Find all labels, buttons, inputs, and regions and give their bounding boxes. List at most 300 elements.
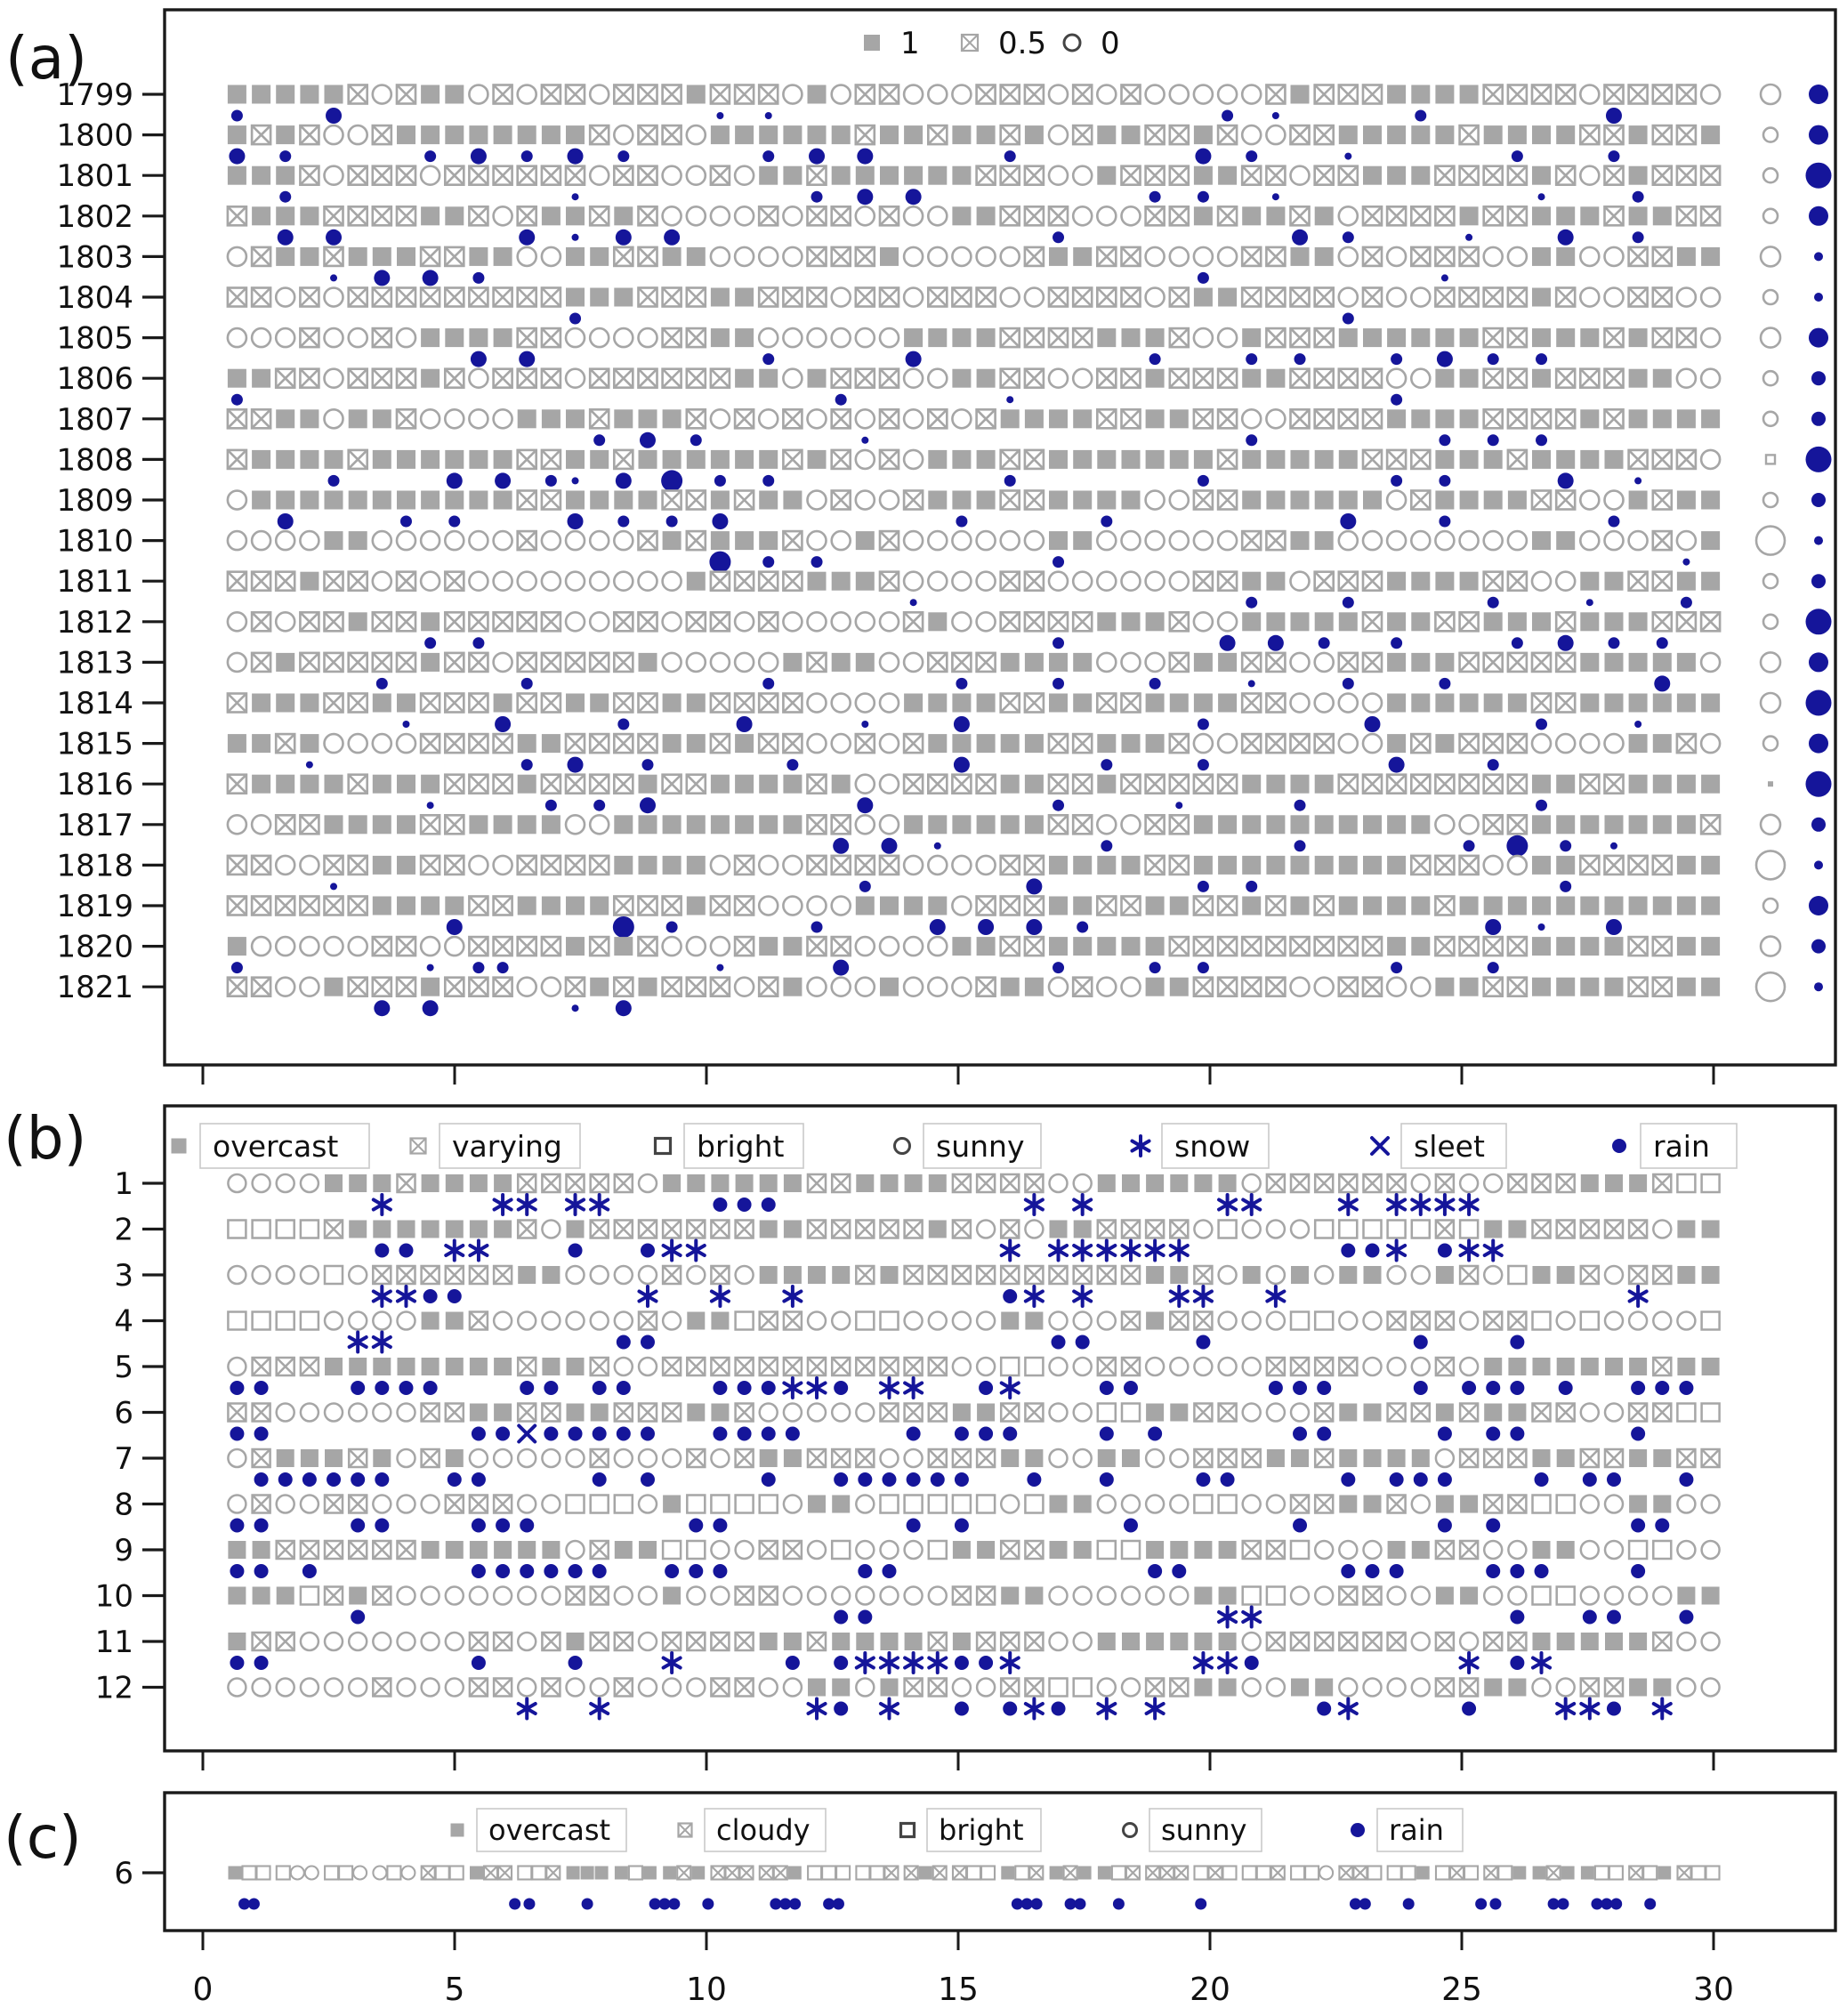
sky-symbol-sunny xyxy=(808,978,827,996)
sky-symbol-overcast xyxy=(1266,775,1285,794)
sky-symbol-sunny xyxy=(1074,1358,1092,1375)
sky-symbol-sunny xyxy=(614,531,633,550)
sky-symbol-sunny xyxy=(373,1312,391,1330)
rain-dot xyxy=(572,193,579,200)
rain-dot xyxy=(1391,353,1402,365)
sky-symbol-sunny xyxy=(1677,288,1696,307)
sky-symbol-overcast xyxy=(470,1358,488,1375)
sky-symbol-sunny xyxy=(1194,328,1213,347)
sky-symbol-sunny xyxy=(904,450,923,469)
rain-dot xyxy=(979,1381,993,1395)
sky-symbol-overcast xyxy=(325,978,343,996)
sky-symbol-overcast xyxy=(567,1221,585,1238)
sky-symbol-sunny xyxy=(1701,653,1720,672)
sky-symbol-overcast xyxy=(252,450,270,469)
sky-symbol-overcast xyxy=(252,734,270,753)
rain-dot xyxy=(447,472,463,488)
rain-dot xyxy=(978,919,994,935)
sky-symbol-overcast xyxy=(446,1449,464,1467)
sky-symbol-sunny xyxy=(421,937,440,956)
sky-symbol-overcast xyxy=(1701,775,1720,794)
legend-label: sunny xyxy=(936,1129,1025,1164)
sky-symbol-sunny xyxy=(397,531,415,550)
month-label: 3 xyxy=(114,1258,133,1294)
sky-symbol-sunny xyxy=(639,1679,657,1697)
rain-dot xyxy=(1220,635,1236,651)
sky-symbol-sunny xyxy=(349,1266,367,1284)
rain-dot xyxy=(1510,1427,1524,1441)
rain-dot xyxy=(1583,1610,1597,1625)
rain-dot xyxy=(509,1899,520,1910)
sky-symbol-overcast xyxy=(711,1312,729,1330)
sky-symbol-overcast xyxy=(1508,612,1527,631)
rain-dot xyxy=(956,678,967,689)
sky-symbol-sunny xyxy=(566,815,585,834)
sky-symbol-overcast xyxy=(832,572,851,591)
sky-symbol-sunny xyxy=(301,1633,319,1650)
sky-symbol-overcast xyxy=(1702,1221,1720,1238)
sky-symbol-sunny xyxy=(1411,288,1430,307)
rain-dot xyxy=(1559,1381,1573,1395)
sky-symbol-overcast xyxy=(1074,1541,1092,1559)
rain-dot xyxy=(811,922,823,933)
sky-symbol-sunny xyxy=(590,85,609,104)
sky-symbol-overcast xyxy=(276,450,294,469)
sky-symbol-sunny xyxy=(325,1312,343,1330)
sky-symbol-overcast xyxy=(1411,897,1430,915)
sky-symbol-overcast xyxy=(1484,450,1503,469)
sky-symbol-sunny xyxy=(711,1541,729,1559)
sky-symbol-sunny xyxy=(856,491,875,510)
sky-symbol-sunny xyxy=(301,1496,319,1513)
sky-symbol-bright xyxy=(1001,1358,1019,1375)
sky-symbol-sunny xyxy=(1388,1266,1406,1284)
rain-dot xyxy=(1295,800,1306,811)
rain-dot xyxy=(1077,922,1088,933)
sky-symbol-overcast xyxy=(687,450,706,469)
sky-symbol-sunny xyxy=(1411,978,1430,996)
summary-circle xyxy=(1756,972,1785,1001)
sky-symbol-sunny xyxy=(1122,653,1141,672)
sky-symbol-overcast xyxy=(494,815,512,834)
sky-symbol-sunny xyxy=(1460,531,1479,550)
summary-circle xyxy=(1763,412,1778,426)
sky-symbol-overcast xyxy=(276,653,294,672)
sky-symbol-sunny xyxy=(590,531,609,550)
sky-symbol-sunny xyxy=(1194,247,1213,266)
sky-symbol-overcast xyxy=(349,815,367,834)
rain-dot xyxy=(786,1427,800,1441)
rain-dot xyxy=(834,1610,848,1625)
sky-symbol-overcast xyxy=(1556,531,1575,550)
sky-symbol-overcast xyxy=(1122,125,1141,144)
rain-dot xyxy=(617,1427,631,1441)
rain-dot xyxy=(472,1656,486,1670)
sky-symbol-overcast xyxy=(421,897,440,915)
sky-symbol-overcast xyxy=(1508,1679,1526,1697)
sky-symbol-overcast xyxy=(421,450,440,469)
sky-symbol-overcast xyxy=(1412,1541,1430,1559)
sky-symbol-overcast xyxy=(1653,775,1672,794)
sky-symbol-sunny xyxy=(1170,85,1189,104)
sky-symbol-overcast xyxy=(1484,897,1503,915)
sky-symbol-bright xyxy=(1388,1867,1401,1880)
sky-symbol-overcast xyxy=(518,125,536,144)
sky-symbol-overcast xyxy=(325,1449,343,1467)
sky-symbol-sunny xyxy=(856,978,875,996)
rain-dot xyxy=(1003,1702,1017,1716)
sky-symbol-bright xyxy=(518,1867,531,1880)
sky-symbol-overcast xyxy=(1653,653,1672,672)
sky-symbol-sunny xyxy=(276,288,294,307)
rain-dot xyxy=(858,1610,872,1625)
sky-symbol-bright xyxy=(325,1867,338,1880)
sky-symbol-overcast xyxy=(300,409,319,428)
sky-symbol-overcast xyxy=(977,206,996,225)
sky-symbol-overcast xyxy=(1339,897,1358,915)
sky-symbol-sunny xyxy=(953,1679,971,1697)
sky-symbol-overcast xyxy=(1701,978,1720,996)
sky-symbol-overcast xyxy=(881,1633,899,1650)
rain-dot xyxy=(1196,1335,1210,1350)
year-label: 1801 xyxy=(56,158,133,195)
sky-symbol-overcast xyxy=(252,85,270,104)
sky-symbol-sunny xyxy=(783,328,802,347)
year-label: 1802 xyxy=(56,198,133,235)
sky-symbol-bright xyxy=(711,1496,729,1513)
rain-dot xyxy=(1462,1702,1476,1716)
sky-symbol-overcast xyxy=(784,1449,802,1467)
sky-symbol-overcast xyxy=(566,694,585,713)
sky-symbol-overcast xyxy=(928,450,947,469)
sky-symbol-overcast xyxy=(1074,1221,1092,1238)
sky-symbol-bright xyxy=(1702,1312,1720,1330)
sky-symbol-sunny xyxy=(1074,1633,1092,1650)
sky-symbol-overcast xyxy=(518,815,536,834)
rain-dot xyxy=(1414,1335,1428,1350)
sky-symbol-overcast xyxy=(1629,328,1648,347)
sky-symbol-sunny xyxy=(856,775,875,794)
sky-symbol-sunny xyxy=(1025,531,1044,550)
rain-dot xyxy=(351,1381,365,1395)
sky-symbol-sunny xyxy=(445,531,464,550)
legend-label: bright xyxy=(697,1129,785,1164)
sky-symbol-overcast xyxy=(759,775,778,794)
sky-symbol-sunny xyxy=(1701,328,1720,347)
sky-symbol-overcast xyxy=(1146,1312,1164,1330)
sky-symbol-overcast xyxy=(1339,491,1358,510)
sky-symbol-sunny xyxy=(928,978,947,996)
sky-symbol-sunny xyxy=(469,856,488,875)
sky-symbol-overcast xyxy=(1653,1496,1671,1513)
rain-dot xyxy=(1149,962,1161,973)
sky-symbol-sunny xyxy=(1243,1679,1261,1697)
rain-dot xyxy=(1053,231,1064,243)
sky-symbol-sunny xyxy=(663,1312,681,1330)
sky-symbol-overcast xyxy=(1629,653,1648,672)
rain-dot xyxy=(956,516,967,528)
rain-dot xyxy=(1175,802,1182,809)
rain-dot xyxy=(1317,1427,1331,1441)
sky-symbol-sunny xyxy=(977,1358,995,1375)
sky-symbol-overcast xyxy=(663,815,682,834)
sky-symbol-sunny xyxy=(1363,531,1382,550)
sky-symbol-sunny xyxy=(567,1312,585,1330)
sky-symbol-overcast xyxy=(1677,1587,1695,1605)
sky-symbol-overcast xyxy=(735,775,754,794)
sky-symbol-overcast xyxy=(1677,815,1696,834)
sky-symbol-sunny xyxy=(590,572,609,591)
sky-symbol-overcast xyxy=(687,815,706,834)
sky-symbol-overcast xyxy=(1653,897,1672,915)
sky-symbol-overcast xyxy=(494,247,512,266)
legend-label: rain xyxy=(1653,1129,1710,1164)
sky-symbol-overcast xyxy=(595,1867,609,1880)
sky-symbol-overcast xyxy=(736,1174,754,1192)
sky-symbol-sunny xyxy=(300,531,319,550)
rain-dot xyxy=(789,1899,801,1910)
sky-symbol-overcast xyxy=(1218,856,1237,875)
rain-dot xyxy=(1510,1564,1524,1578)
sky-symbol-overcast xyxy=(880,978,899,996)
year-label: 1812 xyxy=(56,604,133,641)
sky-symbol-overcast xyxy=(1411,937,1430,956)
sky-symbol-sunny xyxy=(1364,1312,1382,1330)
rain-dot xyxy=(702,1899,714,1910)
sky-symbol-bright xyxy=(881,1496,899,1513)
rain-dot xyxy=(423,1289,438,1303)
sky-symbol-sunny xyxy=(1460,815,1479,834)
sky-symbol-sunny xyxy=(977,247,996,266)
sky-symbol-sunny xyxy=(590,166,609,185)
rain-dot xyxy=(568,513,584,529)
sky-symbol-sunny xyxy=(1146,85,1165,104)
sky-symbol-overcast xyxy=(1653,815,1672,834)
sky-symbol-overcast xyxy=(783,815,802,834)
sky-symbol-sunny xyxy=(1339,206,1358,225)
rain-dot xyxy=(1510,1610,1524,1625)
sky-symbol-sunny xyxy=(300,856,319,875)
sky-symbol-overcast xyxy=(1653,409,1672,428)
sky-symbol-overcast xyxy=(1364,1404,1382,1422)
sky-symbol-sunny xyxy=(1412,1679,1430,1697)
sky-symbol-sunny xyxy=(1170,1496,1188,1513)
rain-dot xyxy=(1439,516,1450,528)
sky-symbol-overcast xyxy=(1025,1312,1043,1330)
sky-symbol-sunny xyxy=(663,612,682,631)
sky-symbol-bright xyxy=(967,1867,980,1880)
month-label: 9 xyxy=(114,1533,133,1568)
sky-symbol-overcast xyxy=(1291,775,1310,794)
sky-symbol-overcast xyxy=(1677,1221,1695,1238)
sky-symbol-overcast xyxy=(1242,328,1261,347)
sky-symbol-sunny xyxy=(904,206,923,225)
rain-dot xyxy=(427,964,434,972)
sky-symbol-overcast xyxy=(1025,125,1044,144)
sky-symbol-overcast xyxy=(832,1496,850,1513)
legend-overcast-icon xyxy=(864,35,880,51)
sky-symbol-bright xyxy=(687,1496,705,1513)
sky-symbol-sunny xyxy=(880,815,899,834)
sky-symbol-sunny xyxy=(397,734,415,753)
sky-symbol-overcast xyxy=(445,125,464,144)
sky-symbol-overcast xyxy=(1219,1587,1237,1605)
rain-dot xyxy=(278,513,294,529)
sky-symbol-overcast xyxy=(1532,288,1551,307)
sky-symbol-overcast xyxy=(1556,450,1575,469)
sky-symbol-overcast xyxy=(1653,206,1672,225)
rain-dot xyxy=(1003,1427,1017,1441)
sky-symbol-sunny xyxy=(566,572,585,591)
rain-dot xyxy=(1465,234,1472,241)
sky-symbol-overcast xyxy=(1073,247,1092,266)
sky-symbol-bright xyxy=(1223,1867,1237,1880)
sky-symbol-overcast xyxy=(614,491,633,510)
rain-dot xyxy=(1486,1519,1500,1533)
sky-symbol-overcast xyxy=(373,775,391,794)
sky-symbol-overcast xyxy=(687,734,706,753)
sky-symbol-overcast xyxy=(1266,612,1285,631)
sky-symbol-sunny xyxy=(856,206,875,225)
sky-symbol-sunny xyxy=(349,937,367,956)
sky-symbol-sunny xyxy=(1605,288,1624,307)
sky-symbol-overcast xyxy=(880,247,899,266)
sky-symbol-overcast xyxy=(1194,815,1213,834)
sky-symbol-overcast xyxy=(1001,409,1020,428)
sky-symbol-bright xyxy=(929,1496,947,1513)
sky-symbol-sunny xyxy=(1315,1541,1333,1559)
sky-symbol-overcast xyxy=(1605,815,1624,834)
sky-symbol-sunny xyxy=(591,1679,609,1697)
sky-symbol-overcast xyxy=(856,1633,874,1650)
sky-symbol-sunny xyxy=(518,1633,536,1650)
sky-symbol-sunny xyxy=(639,1266,657,1284)
sky-symbol-overcast xyxy=(1315,775,1334,794)
rain-dot xyxy=(569,1656,583,1670)
sky-symbol-overcast xyxy=(566,897,585,915)
sky-symbol-overcast xyxy=(590,450,609,469)
rain-dot xyxy=(834,1702,848,1716)
sky-symbol-overcast xyxy=(1266,856,1285,875)
rain-dot xyxy=(661,470,682,491)
sky-symbol-overcast xyxy=(1146,328,1165,347)
sky-symbol-overcast xyxy=(494,1174,512,1192)
sky-symbol-overcast xyxy=(759,491,778,510)
sky-symbol-sunny xyxy=(228,1174,246,1192)
summary-rain-dot xyxy=(1814,252,1823,261)
sky-symbol-sunny xyxy=(1049,369,1068,388)
sky-symbol-overcast xyxy=(228,125,246,144)
summary-circle xyxy=(1763,615,1778,629)
sky-symbol-bright xyxy=(663,1541,681,1559)
sky-symbol-overcast xyxy=(928,815,947,834)
sky-symbol-overcast xyxy=(567,1404,585,1422)
sky-symbol-overcast xyxy=(614,856,633,875)
sky-symbol-overcast xyxy=(952,328,971,347)
rain-dot xyxy=(1536,719,1547,730)
rain-dot xyxy=(1004,150,1016,162)
sky-symbol-sunny xyxy=(542,1449,560,1467)
sky-symbol-overcast xyxy=(904,897,923,915)
sky-symbol-overcast xyxy=(1701,856,1720,875)
sky-symbol-overcast xyxy=(663,1496,681,1513)
sky-symbol-overcast xyxy=(1267,1449,1285,1467)
rain-dot xyxy=(519,351,535,367)
rain-dot xyxy=(1340,513,1356,529)
rain-dot xyxy=(882,1564,896,1578)
sky-symbol-overcast xyxy=(783,491,802,510)
sky-symbol-sunny xyxy=(856,1404,874,1422)
sky-symbol-sunny xyxy=(784,1404,802,1422)
sky-symbol-overcast xyxy=(1194,166,1213,185)
sky-symbol-overcast xyxy=(928,491,947,510)
rain-dot xyxy=(1293,1427,1307,1441)
rain-dot xyxy=(1657,637,1668,649)
sky-symbol-overcast xyxy=(759,369,778,388)
rain-dot xyxy=(1631,1381,1645,1395)
sky-symbol-overcast xyxy=(977,1541,995,1559)
sky-symbol-overcast xyxy=(1291,897,1310,915)
sky-symbol-sunny xyxy=(977,612,996,631)
sky-symbol-sunny xyxy=(1097,572,1116,591)
sky-symbol-overcast xyxy=(1001,653,1020,672)
rain-dot xyxy=(1343,597,1354,609)
sky-symbol-overcast xyxy=(300,450,319,469)
summary-rain-dot xyxy=(1814,536,1823,545)
sky-symbol-sunny xyxy=(952,612,971,631)
sky-symbol-sunny xyxy=(759,897,778,915)
rain-dot xyxy=(833,838,849,854)
sky-symbol-sunny xyxy=(590,815,609,834)
sky-symbol-overcast xyxy=(518,1541,536,1559)
sky-symbol-overcast xyxy=(1605,653,1624,672)
year-label: 1815 xyxy=(56,726,133,762)
sky-symbol-bright xyxy=(977,1496,995,1513)
sky-symbol-overcast xyxy=(808,1496,826,1513)
sky-symbol-sunny xyxy=(518,1496,536,1513)
summary-rain-dot xyxy=(1806,609,1832,634)
sky-symbol-sunny xyxy=(1580,166,1599,185)
sky-symbol-overcast xyxy=(300,572,319,591)
rain-dot xyxy=(1607,1610,1621,1625)
sky-symbol-overcast xyxy=(349,1221,367,1238)
year-label: 1799 xyxy=(56,77,133,113)
sky-symbol-bright xyxy=(1677,1404,1695,1422)
sky-symbol-overcast xyxy=(1073,897,1092,915)
sky-symbol-overcast xyxy=(1556,856,1575,875)
sky-symbol-sunny xyxy=(1267,1679,1285,1697)
x-tick-label: 15 xyxy=(938,1972,979,2008)
sky-symbol-sunny xyxy=(832,734,851,753)
sky-symbol-bright xyxy=(1498,1867,1512,1880)
sky-symbol-sunny xyxy=(904,531,923,550)
rain-dot xyxy=(471,351,487,367)
sky-symbol-overcast xyxy=(1532,897,1551,915)
sky-symbol-bright xyxy=(1533,1587,1551,1605)
sky-symbol-sunny xyxy=(1580,531,1599,550)
sky-symbol-bright xyxy=(953,1496,971,1513)
sky-symbol-bright xyxy=(1629,1541,1647,1559)
rain-dot xyxy=(254,1656,269,1670)
sky-symbol-overcast xyxy=(1387,734,1406,753)
sky-symbol-sunny xyxy=(542,1496,560,1513)
sky-symbol-sunny xyxy=(349,328,367,347)
sky-symbol-sunny xyxy=(856,328,875,347)
sky-symbol-overcast xyxy=(228,1633,246,1650)
rain-dot xyxy=(1221,1472,1235,1487)
sky-symbol-sunny xyxy=(518,572,536,591)
sky-symbol-sunny xyxy=(1677,1496,1695,1513)
